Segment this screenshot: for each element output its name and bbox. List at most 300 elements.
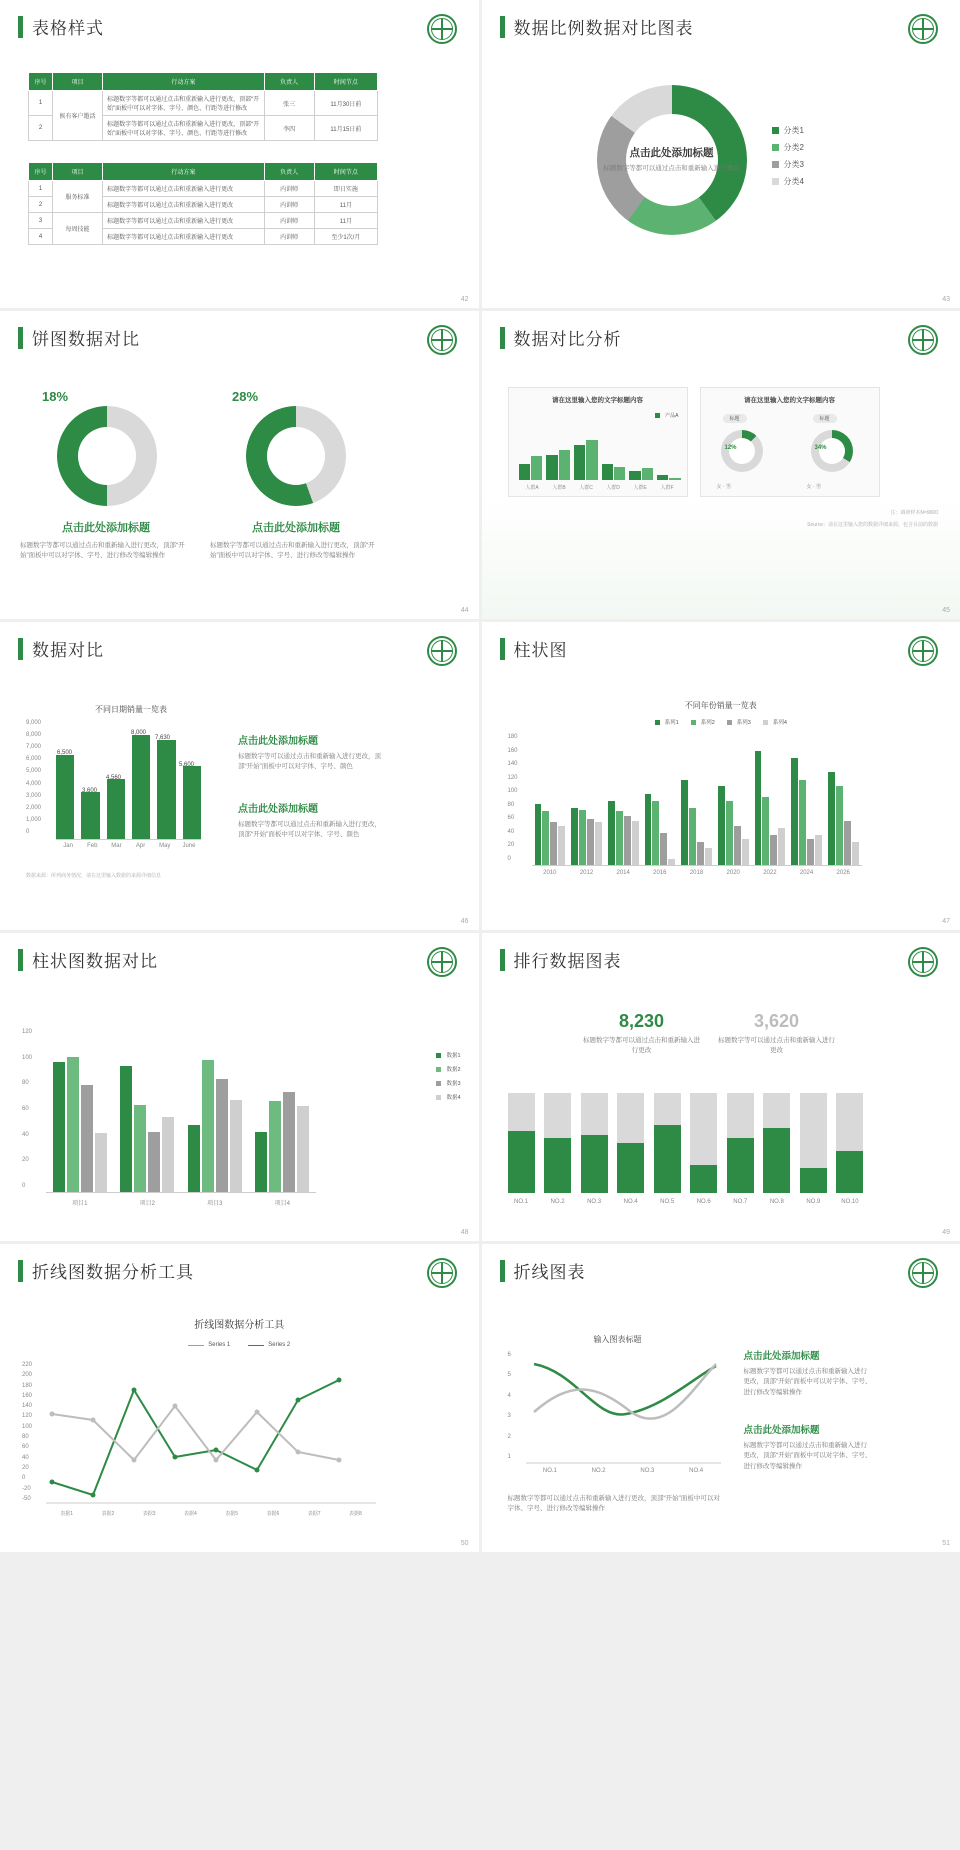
y-tick: 160 xyxy=(22,1392,33,1399)
legend-label: 系列2 xyxy=(700,720,715,726)
donut-center-label xyxy=(592,145,752,174)
x-tick: 表据6 xyxy=(266,1511,280,1517)
slide-48-header xyxy=(0,933,479,972)
page-title: 柱状图数据对比 xyxy=(32,952,158,971)
legend-item xyxy=(727,718,751,726)
note-source: Source：请在这里输入您的数据详细来源，包含目前的数据 xyxy=(807,522,938,528)
x-tick: Feb xyxy=(87,843,98,849)
seal-logo-icon xyxy=(427,14,457,44)
y-tick: 80 xyxy=(22,1434,29,1441)
center-title: 点击此处添加标题 xyxy=(629,147,714,159)
donut-value-left: 12% xyxy=(724,445,737,451)
rank-bar xyxy=(727,1093,754,1193)
y-tick: 1,000 xyxy=(26,816,42,823)
donut-hole xyxy=(267,427,325,485)
col-header: 时间节点 xyxy=(314,73,377,91)
y-tick: 6,000 xyxy=(26,756,42,763)
x-tick: NO.2 xyxy=(550,1199,565,1205)
col-header: 时间节点 xyxy=(314,163,377,181)
y-axis-labels xyxy=(26,720,41,835)
y-tick: 7,000 xyxy=(26,744,42,751)
x-tick: NO.8 xyxy=(769,1199,784,1205)
page-title: 数据对比分析 xyxy=(513,330,622,349)
cell: 候有客户邀活 xyxy=(52,91,102,141)
x-tick: 人群B xyxy=(552,485,566,491)
legend-swatch-icon xyxy=(772,127,779,134)
seal-logo-icon xyxy=(908,636,938,666)
slide-44-header xyxy=(0,311,479,350)
legend xyxy=(0,1342,479,1348)
y-tick: 60 xyxy=(507,815,515,822)
seal-logo-icon xyxy=(908,325,938,355)
ranking-bars xyxy=(508,1093,864,1193)
block-desc: 标题数字等都可以通过点击和重新输入进行更改，顶部“开始”面板中可以对字体、字号、颜色 xyxy=(238,821,381,839)
title-accent-bar xyxy=(500,949,505,971)
bar-value: 6,500 xyxy=(57,750,73,756)
block-heading: 点击此处添加标题 xyxy=(238,736,318,747)
slide-number: 45 xyxy=(942,607,950,614)
x-tick: 项目2 xyxy=(139,1201,155,1207)
donut-hole xyxy=(819,438,845,464)
axis-label-left: 女 · 男 xyxy=(716,484,731,490)
y-tick: 2,000 xyxy=(26,804,42,811)
seal-logo-icon xyxy=(427,947,457,977)
legend-swatch-icon xyxy=(772,178,779,185)
chart-footer: 标题数字等都可以通过点击和重新输入进行更改，顶部“开始”面板中可以对字体、字号、进行修改等编辑操作 xyxy=(507,1495,720,1513)
seal-logo-icon xyxy=(427,1258,457,1288)
bar-group xyxy=(188,1033,242,1192)
y-axis-labels xyxy=(22,1362,32,1502)
legend-label: 系列4 xyxy=(772,720,787,726)
cell: 2 xyxy=(29,116,53,141)
x-tick: 2014 xyxy=(616,870,630,876)
y-tick: 100 xyxy=(507,788,518,795)
slide-number: 42 xyxy=(460,296,469,303)
y-tick: 100 xyxy=(22,1054,33,1061)
cell: 即日实施 xyxy=(314,181,377,197)
x-tick: 2010 xyxy=(543,870,557,876)
y-tick: 5 xyxy=(507,1372,511,1379)
x-tick: 表据3 xyxy=(142,1511,156,1517)
slide-number: 48 xyxy=(460,1229,469,1236)
col-header: 序号 xyxy=(29,163,53,181)
legend-item xyxy=(763,718,787,726)
legend-label: 分类3 xyxy=(783,160,804,169)
legend-swatch-icon xyxy=(691,720,696,725)
legend-label: 数据2 xyxy=(446,1067,461,1073)
y-tick: 120 xyxy=(22,1029,33,1035)
x-axis-labels xyxy=(526,1468,721,1474)
title-accent-bar xyxy=(18,16,23,38)
y-tick: 0 xyxy=(22,1182,26,1189)
y-tick: 0 xyxy=(26,828,30,835)
legend xyxy=(482,718,960,726)
y-tick: 120 xyxy=(507,774,518,781)
bar-value: 4,560 xyxy=(106,775,122,781)
slide-42 xyxy=(0,0,479,308)
panel-bar-chart xyxy=(508,387,688,497)
x-tick: 表据4 xyxy=(183,1511,197,1517)
block-heading: 点击此处添加标题 xyxy=(238,804,318,815)
x-axis-labels xyxy=(56,843,201,849)
col-header: 项目 xyxy=(52,73,102,91)
bar-chart xyxy=(532,736,862,866)
legend-swatch-icon xyxy=(727,720,732,725)
text-block-2 xyxy=(744,1422,872,1472)
x-tick: Jan xyxy=(63,843,73,849)
slide-43 xyxy=(482,0,960,308)
y-tick: 120 xyxy=(22,1413,33,1420)
donut-chart-left xyxy=(57,406,157,506)
slide-50 xyxy=(0,1244,479,1552)
seal-logo-icon xyxy=(427,636,457,666)
slide-number: 47 xyxy=(942,918,950,925)
line-chart xyxy=(526,1350,721,1464)
caption-right xyxy=(210,519,382,562)
cell: 标题数字等都可以通过点击和重新输入进行更改 xyxy=(103,229,264,245)
legend-item xyxy=(436,1051,460,1059)
legend-label: 数据1 xyxy=(446,1053,461,1059)
y-axis-labels xyxy=(508,1352,511,1460)
x-tick: 表据7 xyxy=(307,1511,321,1517)
y-tick: 20 xyxy=(22,1464,29,1471)
legend-label: 系列3 xyxy=(736,720,751,726)
legend-label: 分类1 xyxy=(783,126,804,135)
slide-number: 43 xyxy=(942,296,950,303)
panel-donut-chart xyxy=(700,387,880,497)
slide-number: 44 xyxy=(460,607,469,614)
legend-swatch-icon xyxy=(436,1095,441,1100)
donut-hole xyxy=(78,427,136,485)
legend-item xyxy=(436,1079,460,1087)
chart-source: 数据来源：所列商务情况，请在这里输入数据的来源详细信息 xyxy=(26,873,162,879)
axis-label-right: 女 · 男 xyxy=(806,484,821,490)
rank-bar xyxy=(544,1093,571,1193)
text-block-1 xyxy=(744,1348,872,1398)
col-header: 序号 xyxy=(29,73,53,91)
legend-item xyxy=(691,718,715,726)
bar-group xyxy=(53,1033,107,1192)
legend-label: 产品A xyxy=(665,413,679,419)
panel-title: 请在这里输入您的文字标题内容 xyxy=(552,397,643,404)
y-tick: 200 xyxy=(22,1372,33,1379)
y-tick: 160 xyxy=(507,747,518,754)
slide-number: 46 xyxy=(460,918,469,925)
cell: 标题数字等都可以通过点击和重新输入进行更改 xyxy=(103,213,264,229)
legend-item xyxy=(772,176,804,187)
seal-logo-icon xyxy=(908,947,938,977)
col-header: 行动方案 xyxy=(103,163,264,181)
slide-47-header xyxy=(482,622,960,661)
title-accent-bar xyxy=(500,638,505,660)
stat-desc: 标题数字等可以通过点击和重新输入进行更改 xyxy=(718,1037,835,1055)
y-tick: 40 xyxy=(507,828,515,835)
x-axis-labels xyxy=(508,1199,864,1205)
bar-group xyxy=(120,1033,174,1192)
cell: 4 xyxy=(29,229,53,245)
page-title: 排行数据图表 xyxy=(513,952,622,971)
slide-42-header xyxy=(0,0,479,39)
legend-item xyxy=(188,1342,230,1348)
block-heading: 点击此处添加标题 xyxy=(743,1351,820,1362)
page-title: 饼图数据对比 xyxy=(32,330,140,349)
x-tick: 2016 xyxy=(653,870,667,876)
legend-swatch-icon xyxy=(436,1053,441,1058)
x-tick: 人群E xyxy=(633,485,647,491)
y-tick: 180 xyxy=(22,1382,33,1389)
x-tick: 2022 xyxy=(763,870,777,876)
legend-item xyxy=(772,142,804,153)
rank-bar xyxy=(800,1093,827,1193)
rank-bar xyxy=(763,1093,790,1193)
x-tick: NO.7 xyxy=(733,1199,748,1205)
y-axis-labels xyxy=(508,734,518,862)
bar-value-labels xyxy=(56,722,201,840)
x-tick: 2012 xyxy=(579,870,594,876)
col-header: 负责人 xyxy=(264,73,314,91)
y-tick: 2 xyxy=(507,1433,511,1440)
legend-item xyxy=(772,125,804,136)
cell: 李四 xyxy=(264,116,314,141)
legend-swatch-icon xyxy=(436,1067,441,1072)
block-desc: 标题数字等可以通过点击和重新输入进行更改，顶部“开始”面板中可以对字体、字号、颜色 xyxy=(238,753,381,771)
legend-swatch-icon xyxy=(772,144,779,151)
y-tick: 40 xyxy=(22,1131,29,1138)
page-title: 折线图数据分析工具 xyxy=(32,1263,194,1282)
legend-item xyxy=(655,718,679,726)
caption-desc: 标题数字等都可以通过点击和重新输入进行更改，顶部“开始”面板中可以对字体、字号、进行修改等编辑操作 xyxy=(20,542,185,560)
x-tick: 项目1 xyxy=(72,1201,88,1207)
seal-logo-icon xyxy=(908,1258,938,1288)
cell: 内训师 xyxy=(264,181,314,197)
legend-label: Series 2 xyxy=(268,1342,291,1348)
x-tick: 表据2 xyxy=(101,1511,115,1517)
slide-51 xyxy=(482,1244,960,1552)
slide-number: 49 xyxy=(942,1229,950,1236)
y-tick: 0 xyxy=(507,855,511,862)
legend xyxy=(436,1051,460,1107)
table-header-row xyxy=(29,73,378,91)
note-sample: 注：调研样本N=9000 xyxy=(890,510,938,516)
cell: 11月30日前 xyxy=(314,91,377,116)
page-title: 数据对比 xyxy=(32,641,104,660)
x-tick: NO.10 xyxy=(841,1199,859,1205)
x-axis-labels xyxy=(519,484,681,491)
caption-left xyxy=(20,519,192,562)
legend-swatch-icon xyxy=(436,1081,441,1086)
y-tick: 20 xyxy=(507,842,515,849)
text-block-2 xyxy=(238,800,386,841)
y-tick: 80 xyxy=(507,801,515,808)
bar-value: 7,630 xyxy=(155,735,171,741)
stat-desc: 标题数字等都可以通过点击和重新输入进行更改 xyxy=(583,1037,700,1055)
cell: 内训师 xyxy=(264,197,314,213)
cell: 至少1次/月 xyxy=(314,229,377,245)
cell: 1 xyxy=(29,91,53,116)
rank-bar xyxy=(654,1093,681,1193)
y-tick: 5,000 xyxy=(26,768,42,775)
x-tick: NO.5 xyxy=(660,1199,675,1205)
percent-label-right: 28% xyxy=(232,389,259,404)
legend-label: 系列1 xyxy=(664,720,679,726)
cell: 每周技能 xyxy=(52,213,102,245)
table-row xyxy=(29,213,378,229)
y-tick: 4,000 xyxy=(26,780,42,787)
rank-bar xyxy=(836,1093,863,1193)
table-row xyxy=(29,181,378,197)
y-axis-labels xyxy=(22,1029,32,1189)
table-row xyxy=(29,91,378,116)
legend-label: 分类2 xyxy=(783,143,804,152)
x-tick: NO.3 xyxy=(587,1199,602,1205)
slide-43-header xyxy=(482,0,960,39)
cell: 张三 xyxy=(264,91,314,116)
cell: 标题数字等都可以通过点击和重新输入进行更改 xyxy=(103,197,264,213)
cell: 内训师 xyxy=(264,213,314,229)
cell: 11月 xyxy=(314,197,377,213)
donut-hole xyxy=(729,438,755,464)
legend-swatch-icon xyxy=(655,720,660,725)
chart-title: 不同日期销量一览表 xyxy=(95,705,167,714)
x-tick: NO.1 xyxy=(513,1199,528,1205)
page-title: 数据比例数据对比图表 xyxy=(513,19,694,38)
slide-49-header xyxy=(482,933,960,972)
cell: 标题数字等都可以通过点击和重新输入进行更改，顶部“开始”面板中可以对字体、字号、颜色、行距等进行修改 xyxy=(103,116,264,141)
legend-item xyxy=(436,1093,460,1101)
caption-heading: 点击此处添加标题 xyxy=(252,522,340,534)
stat-1 xyxy=(582,1011,702,1057)
slide-number: 50 xyxy=(460,1540,469,1547)
title-accent-bar xyxy=(18,327,23,349)
title-accent-bar xyxy=(500,1260,505,1282)
x-tick: 项目4 xyxy=(274,1201,290,1207)
cell: 1 xyxy=(29,181,53,197)
y-tick: -50 xyxy=(22,1495,31,1502)
panel-title: 请在这里输入您的文字标题内容 xyxy=(744,397,835,404)
cell: 2 xyxy=(29,197,53,213)
x-tick: NO.6 xyxy=(696,1199,711,1205)
x-tick: NO.2 xyxy=(591,1468,606,1474)
legend-swatch-icon xyxy=(772,161,779,168)
slide-45 xyxy=(482,311,960,619)
seal-logo-icon xyxy=(908,14,938,44)
donut-chart-right xyxy=(246,406,346,506)
page-title: 折线图表 xyxy=(513,1263,586,1282)
x-tick: 人群C xyxy=(579,485,593,491)
y-tick: 140 xyxy=(507,761,518,768)
legend-label: 数据3 xyxy=(446,1081,461,1087)
center-desc: 标题数字等都可以通过点击和重新输入进行更改 xyxy=(603,165,740,172)
x-tick: Apr xyxy=(135,843,146,849)
slide-48 xyxy=(0,933,479,1241)
legend xyxy=(772,125,804,193)
table-top xyxy=(28,72,378,141)
bar-value: 3,600 xyxy=(82,788,98,794)
x-tick: 表据5 xyxy=(225,1511,239,1517)
legend-item xyxy=(248,1342,290,1348)
rank-bar xyxy=(617,1093,644,1193)
legend-line-icon xyxy=(248,1345,264,1346)
stat-2 xyxy=(717,1011,837,1057)
slide-49 xyxy=(482,933,960,1241)
y-tick: 80 xyxy=(22,1080,29,1087)
legend-line-icon xyxy=(188,1345,204,1346)
y-tick: 8,000 xyxy=(26,732,42,739)
line-chart xyxy=(46,1362,376,1504)
title-accent-bar xyxy=(18,949,23,971)
title-accent-bar xyxy=(18,638,23,660)
text-block-1 xyxy=(238,732,386,773)
x-tick: June xyxy=(182,843,196,849)
legend-label: 分类4 xyxy=(783,177,804,186)
legend-item xyxy=(772,159,804,170)
stat-value: 8,230 xyxy=(618,1011,665,1031)
slide-45-header xyxy=(482,311,960,350)
legend-swatch-icon xyxy=(763,720,768,725)
title-accent-bar xyxy=(500,327,505,349)
cell: 服务标准 xyxy=(52,181,102,213)
page-title: 表格样式 xyxy=(32,19,104,38)
y-tick: 220 xyxy=(22,1362,33,1368)
rank-bar xyxy=(508,1093,535,1193)
rank-bar xyxy=(690,1093,717,1193)
x-axis-labels xyxy=(46,1198,316,1207)
block-heading: 点击此处添加标题 xyxy=(743,1425,820,1436)
title-accent-bar xyxy=(18,1260,23,1282)
title-accent-bar xyxy=(500,16,505,38)
seal-logo-icon xyxy=(427,325,457,355)
y-tick: 6 xyxy=(507,1352,511,1358)
y-tick: 100 xyxy=(22,1423,33,1430)
bar-value: 5,600 xyxy=(179,762,195,768)
page-title: 柱状图 xyxy=(513,641,568,660)
donut-small-left xyxy=(721,430,763,472)
donut-small-right xyxy=(811,430,853,472)
x-tick: 2024 xyxy=(799,870,814,876)
y-tick: 140 xyxy=(22,1403,33,1410)
y-tick: 0 xyxy=(22,1475,26,1482)
cell: 3 xyxy=(29,213,53,229)
badge-label-left: 标题 xyxy=(723,414,747,423)
slide-44 xyxy=(0,311,479,619)
bar-chart xyxy=(46,1033,316,1193)
x-tick: May xyxy=(159,843,171,849)
cell: 标题数字等都可以通过点击和重新输入进行更改 xyxy=(103,181,264,197)
block-desc: 标题数字等都可以通过点击和重新输入进行更改，顶部“开始”面板中可以对字体、字号、进行修改等编辑操作 xyxy=(743,1368,872,1396)
legend-label: 数据4 xyxy=(446,1095,461,1101)
block-desc: 标题数字等都可以通过点击和重新输入进行更改，顶部“开始”面板中可以对字体、字号、进行修改等编辑操作 xyxy=(743,1442,872,1470)
x-tick: 人群D xyxy=(606,485,620,491)
cell: 11月 xyxy=(314,213,377,229)
y-tick: 60 xyxy=(22,1105,29,1112)
y-tick: 40 xyxy=(22,1454,29,1461)
chart-title: 输入图表标题 xyxy=(593,1335,642,1344)
cell: 11月15日前 xyxy=(314,116,377,141)
x-tick: 2018 xyxy=(689,870,704,876)
chart-title: 折线图数据分析工具 xyxy=(194,1320,285,1331)
slide-47 xyxy=(482,622,960,930)
slide-50-header xyxy=(0,1244,479,1283)
y-tick: 3 xyxy=(507,1413,511,1420)
caption-heading: 点击此处添加标题 xyxy=(62,522,150,534)
y-tick: 4 xyxy=(507,1392,511,1399)
slide-number: 51 xyxy=(942,1540,950,1547)
x-axis-labels xyxy=(532,870,862,876)
bar-group xyxy=(519,414,681,480)
donut-value-right: 34% xyxy=(814,445,827,451)
slide-46 xyxy=(0,622,479,930)
x-tick: 人群F xyxy=(660,485,674,491)
